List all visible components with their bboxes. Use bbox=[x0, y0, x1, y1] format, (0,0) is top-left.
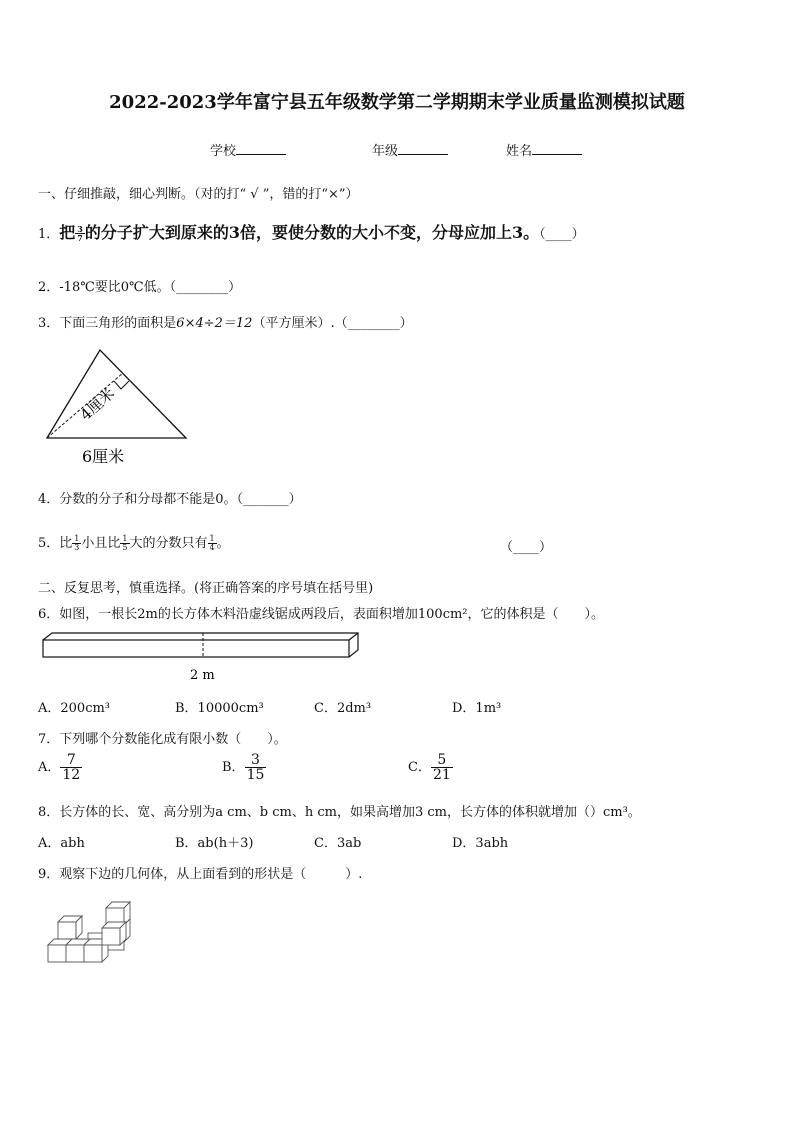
q1-answer-blank[interactable]: （____） bbox=[539, 227, 585, 242]
q5-text-1: 比 bbox=[59, 536, 73, 551]
question-2 bbox=[38, 276, 241, 295]
triangle-outline bbox=[47, 350, 186, 438]
cube-face bbox=[58, 922, 76, 939]
q7-number: 7． bbox=[38, 732, 60, 747]
q7-option-a-fraction: $\frac{7}{12}$ bbox=[62, 752, 81, 783]
q5-fraction-2: $\frac{1}{5}$ bbox=[122, 534, 128, 552]
q4-number: 4． bbox=[38, 492, 60, 507]
question-7 bbox=[38, 728, 287, 747]
grade-blank[interactable] bbox=[398, 140, 448, 155]
q1-fraction: $\frac{3}{7}$ bbox=[77, 224, 83, 243]
q7-option-c-label: C． bbox=[408, 760, 431, 775]
q7-option-a[interactable] bbox=[38, 753, 82, 782]
q1-text-pre: 把 bbox=[59, 223, 76, 242]
q3-formula: 6×4÷2＝12 bbox=[176, 316, 253, 331]
q2-number: 2． bbox=[38, 280, 60, 295]
cube-face bbox=[48, 945, 66, 962]
q1-number: 1． bbox=[38, 227, 60, 242]
triangle-figure bbox=[40, 345, 200, 470]
name-blank[interactable] bbox=[532, 140, 582, 155]
school-blank[interactable] bbox=[236, 140, 286, 155]
q7-text: 下列哪个分数能化成有限小数（ ）。 bbox=[59, 732, 287, 747]
q7-option-b-label: B． bbox=[222, 760, 245, 775]
q8-option-c[interactable]: C．3ab bbox=[314, 836, 362, 851]
bar-top-side bbox=[43, 633, 358, 657]
question-5 bbox=[38, 532, 230, 552]
q7-option-a-label: A． bbox=[38, 760, 61, 775]
q6-text: 如图，一根长2m的长方体木料沿虚线锯成两段后，表面积增加100cm²，它的体积是（ ）。 bbox=[59, 607, 605, 622]
q7-option-c-fraction: $\frac{5}{21}$ bbox=[432, 752, 451, 783]
right-angle-mark bbox=[114, 381, 129, 389]
q3-text: 下面三角形的面积是 bbox=[59, 316, 177, 331]
q3-unit: （平方厘米）. bbox=[252, 316, 335, 331]
school-field[interactable] bbox=[210, 140, 286, 159]
cube-face bbox=[66, 945, 84, 962]
q8-option-b[interactable]: B．ab(h＋3) bbox=[175, 836, 254, 851]
q8-number: 8． bbox=[38, 805, 60, 820]
q2-text: -18℃要比0℃低。 bbox=[59, 280, 170, 295]
question-6 bbox=[38, 603, 604, 622]
q5-text-4: 。 bbox=[216, 536, 230, 551]
triangle-height-label: 4厘米 bbox=[76, 384, 119, 424]
q5-number: 5． bbox=[38, 536, 60, 551]
bar-edge bbox=[349, 633, 358, 640]
name-label: 姓名 bbox=[506, 144, 533, 159]
school-label: 学校 bbox=[210, 144, 237, 159]
q7-option-b[interactable] bbox=[222, 753, 266, 782]
wood-bar-figure bbox=[40, 630, 365, 685]
q8-option-d[interactable]: D．3abh bbox=[452, 836, 509, 851]
q6-option-a[interactable]: A．200cm³ bbox=[38, 701, 111, 716]
q3-answer-blank[interactable]: （________） bbox=[334, 316, 413, 331]
q9-text: 观察下边的几何体，从上面看到的形状是（ ）. bbox=[59, 867, 363, 882]
q2-answer-blank[interactable]: （________） bbox=[169, 280, 242, 295]
name-field[interactable] bbox=[506, 140, 582, 159]
grade-field[interactable] bbox=[372, 140, 448, 159]
q5-text-3: 大的分数只有 bbox=[129, 536, 208, 551]
page-title: 2022-2023学年富宁县五年级数学第二学期期末学业质量监测模拟试题 bbox=[109, 92, 685, 113]
question-9 bbox=[38, 863, 362, 882]
cube-face bbox=[102, 928, 120, 945]
q8-text: 长方体的长、宽、高分别为a cm、b cm、h cm，如果高增加3 cm，长方体的体积就增加（）cm³。 bbox=[59, 805, 641, 820]
bar-length-label: 2 m bbox=[190, 668, 215, 683]
q9-number: 9． bbox=[38, 867, 60, 882]
section-1-heading: 一、仔细推敲，细心判断。（对的打“ √ ”，错的打“×”） bbox=[38, 187, 359, 202]
q1-text-post: 的分子扩大到原来的3倍，要使分数的大小不变，分母应加上3。 bbox=[84, 223, 540, 242]
q4-text: 分数的分子和分母都不能是0。 bbox=[59, 492, 237, 507]
q5-text-2: 小且比 bbox=[81, 536, 121, 551]
triangle-base-label: 6厘米 bbox=[82, 447, 125, 466]
q5-fraction-3: $\frac{1}{4}$ bbox=[209, 534, 215, 552]
q7-option-b-fraction: $\frac{3}{15}$ bbox=[246, 752, 265, 783]
q6-option-d[interactable]: D．1m³ bbox=[452, 701, 502, 716]
question-1 bbox=[38, 220, 585, 243]
question-4 bbox=[38, 488, 302, 507]
q6-number: 6． bbox=[38, 607, 60, 622]
bar-front-face bbox=[43, 640, 349, 657]
q6-option-c[interactable]: C．2dm³ bbox=[314, 701, 372, 716]
q5-fraction-1: $\frac{1}{3}$ bbox=[74, 534, 80, 552]
q3-number: 3． bbox=[38, 316, 60, 331]
cubes-figure bbox=[44, 898, 139, 966]
question-3 bbox=[38, 312, 413, 331]
q5-answer-blank[interactable]: （____） bbox=[500, 540, 553, 555]
section-2-heading: 二、反复思考，慎重选择。(将正确答案的序号填在括号里) bbox=[38, 581, 374, 596]
cube-face bbox=[84, 945, 102, 962]
q4-answer-blank[interactable]: （_______） bbox=[236, 492, 302, 507]
q8-option-a[interactable]: A．abh bbox=[38, 836, 85, 851]
q6-option-b[interactable]: B．10000cm³ bbox=[175, 701, 264, 716]
q7-option-c[interactable] bbox=[408, 753, 453, 782]
grade-label: 年级 bbox=[372, 144, 399, 159]
question-8 bbox=[38, 801, 641, 820]
